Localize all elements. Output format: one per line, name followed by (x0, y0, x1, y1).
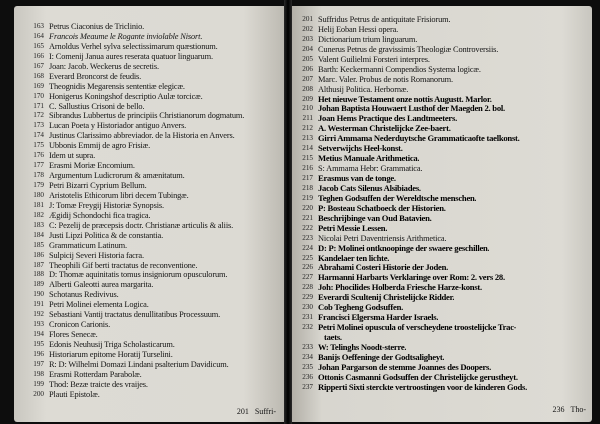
entry-number: 201 (302, 15, 313, 23)
entry-title: Schotanus Redivivus. (49, 290, 119, 300)
entry-number: 234 (302, 352, 313, 361)
entry-title: taets. (324, 333, 342, 342)
entry-title: Erasmus van de tonge. (318, 174, 396, 183)
entry-number: 211 (302, 114, 313, 123)
catalog-entry (28, 261, 278, 271)
catalog-entry (298, 104, 588, 114)
entry-number: 231 (302, 313, 313, 322)
entry-number: 168 (33, 71, 44, 80)
entry-title: Cob Tegheng Godsuffen. (318, 303, 403, 313)
entry-title: Petri Molinei elementa Logica. (49, 300, 149, 310)
entry-number: 167 (33, 61, 44, 70)
entry-number: 237 (302, 382, 313, 391)
entry-number: 222 (302, 223, 313, 232)
entry-title: Theognidis Megarensis sententiæ elegicæ. (49, 81, 185, 91)
catalog-entry (28, 181, 278, 191)
entry-title: Helij Eoban Hessi opera. (318, 24, 399, 34)
catalog-entry (28, 390, 278, 400)
entry-title: J: Tomæ Freygij Historiæ Synopsis. (49, 200, 164, 210)
entry-title: Lucan Poeta y Historiador antiguo Anvers. (49, 121, 187, 131)
entry-title: Abrahami Costeri Historie der Joden. (318, 263, 448, 273)
entry-number: 223 (302, 233, 313, 242)
entry-title: Everard Broncorst de feudis. (49, 71, 142, 81)
catalog-entry (298, 263, 588, 273)
right-page-number: 236 (552, 405, 565, 414)
catalog-entry (28, 330, 278, 340)
entry-title: Historiarum epitome Horatij Turselini. (49, 349, 173, 359)
catalog-entry (298, 114, 588, 124)
entry-title: Arnoldus Verhel sylva selectissimarum quæstionum. (49, 41, 218, 51)
catalog-entry (298, 283, 588, 293)
entry-number: 192 (33, 310, 44, 319)
entry-number: 186 (33, 250, 44, 259)
entry-title: Girri Ammama Nederduytsche Grammaticaofte taelkonst. (318, 134, 520, 144)
entry-number: 164 (33, 31, 44, 40)
entry-number: 218 (302, 183, 313, 192)
catalog-entry (298, 85, 588, 95)
entry-number: 220 (302, 203, 313, 212)
catalog-entry (28, 42, 278, 52)
catalog-entry (28, 300, 278, 310)
catalog-entry (298, 323, 588, 333)
catalog-entry (28, 310, 278, 320)
entry-number: 228 (302, 283, 313, 292)
entry-title: Valent Guilielmi Forsteri interpres. (318, 54, 430, 64)
entry-title: I: Comenij Janua aures reserata quatuor linguarum. (49, 51, 213, 61)
entry-title: Theophili Gif berti tractatus de reconventione. (49, 260, 198, 270)
entry-number: 224 (302, 243, 313, 252)
catalog-entry (298, 144, 588, 154)
catalog-entry (298, 313, 588, 323)
left-page-footer (237, 407, 276, 416)
entry-number: 178 (33, 171, 44, 180)
entry-title: Petri Messie Lessen. (318, 223, 388, 233)
entry-number: 179 (33, 181, 44, 189)
catalog-entry (28, 320, 278, 330)
entry-title: Honigerus Koningshof descriptio Aulæ torcicæ. (49, 91, 203, 101)
entry-number: 219 (302, 193, 313, 202)
catalog-entry (298, 55, 588, 65)
entry-title: Sulpicij Severi Historia facra. (49, 250, 144, 260)
catalog-entry (298, 95, 588, 105)
entry-number: 195 (33, 340, 44, 348)
entry-number: 187 (33, 260, 44, 269)
entry-number: 230 (302, 303, 313, 312)
entry-number: 166 (33, 51, 44, 60)
catalog-entry (28, 221, 278, 231)
catalog-entry (28, 62, 278, 72)
entry-number: 203 (302, 34, 313, 43)
catalog-entry (298, 15, 588, 25)
left-page-number: 201 (236, 407, 249, 416)
catalog-entry (28, 340, 278, 350)
catalog-entry (28, 270, 278, 280)
catalog-entry (298, 184, 588, 194)
entry-title: W: Telinghs Noodt-sterre. (318, 342, 407, 352)
catalog-entry (298, 134, 588, 144)
entry-number: 176 (33, 151, 44, 160)
catalog-entry (28, 102, 278, 112)
catalog-entry (28, 241, 278, 251)
catalog-entry (298, 65, 588, 75)
catalog-entry (28, 350, 278, 360)
catalog-entry (28, 22, 278, 32)
entry-title: Ubbonis Emmij de agro Frisiæ. (49, 141, 151, 151)
entry-number: 200 (33, 389, 44, 398)
entry-title: P: Bosteau Schatboeck der Historien. (318, 203, 446, 213)
entry-number: 163 (33, 22, 44, 30)
entry-number: 208 (302, 84, 313, 93)
entry-title: Metius Manuale Arithmetica. (318, 154, 420, 164)
entry-title: Grammaticum Latinum. (49, 240, 127, 250)
entry-title: Aristotelis Ethicorum libri decem Tubingæ. (49, 190, 189, 200)
entry-title: Argumentum Ludicrorum & amænitatum. (49, 171, 185, 181)
catalog-entry (298, 35, 588, 45)
catalog-entry (28, 131, 278, 141)
entry-number: 180 (33, 190, 44, 199)
right-entry-list (298, 15, 588, 393)
catalog-entry (298, 204, 588, 214)
entry-title: Thod: Bezæ traicte des vraijes. (49, 379, 148, 389)
left-page (14, 6, 284, 422)
entry-number: 205 (302, 54, 313, 63)
left-entry-list (28, 22, 278, 400)
entry-title: Erasmi Moriæ Encomium. (49, 161, 135, 171)
entry-title: A. Westerman Christelijcke Zee-baert. (318, 124, 451, 134)
catalog-entry (298, 174, 588, 184)
entry-number: 181 (33, 200, 44, 209)
entry-number: 193 (33, 320, 44, 329)
entry-number: 210 (302, 104, 313, 113)
entry-title: Edonis Neuhusij Triga Scholasticarum. (49, 340, 175, 349)
right-page-footer (552, 405, 586, 414)
entry-title: Het nieuwe Testament onze nottis Augustt. Marlor. (318, 94, 492, 104)
entry-number: 221 (302, 213, 313, 222)
entry-number: 197 (33, 359, 44, 368)
catalog-entry (28, 151, 278, 161)
entry-title: Justi Lipzi Politica & de constantia. (49, 230, 164, 240)
entry-number: 183 (33, 220, 44, 229)
entry-number: 236 (302, 372, 313, 381)
entry-number: 185 (33, 240, 44, 249)
entry-title: Idem ut supra. (49, 151, 96, 161)
entry-title: Joh: Phocilides Holberda Friesche Harze-konst. (318, 283, 482, 293)
entry-title: Teghen Godsuffen der Wereldtsche menschen. (318, 193, 477, 203)
entry-number: 226 (302, 263, 313, 272)
catalog-entry (298, 25, 588, 35)
entry-title: D: Thomæ aquinitatis tomus insigniorum opusculorum. (49, 270, 228, 280)
entry-title: Setverwijchs Heel-konst. (318, 144, 403, 154)
entry-title: Cronicon Carionis. (49, 320, 111, 330)
entry-number: 198 (33, 369, 44, 378)
entry-title: Petri Bizarri Cyprium Bellum. (49, 181, 147, 190)
entry-title: Flores Senecæ. (49, 330, 98, 340)
entry-title: Harmanni Harbarts Verklaringe over Rom: 2. vers 28. (318, 273, 505, 283)
entry-number: 225 (302, 253, 313, 262)
catalog-entry (298, 164, 588, 174)
entry-number: 173 (33, 121, 44, 130)
entry-number: 217 (302, 174, 313, 182)
catalog-entry (298, 303, 588, 313)
entry-title: Petrus Ciaconius de Triclinio. (49, 22, 145, 31)
catalog-entry (298, 353, 588, 363)
entry-title: Suffridus Petrus de antiquitate Frisiorum. (318, 15, 451, 24)
catalog-entry (28, 111, 278, 121)
entry-title: Althusij Politica. Herbornæ. (318, 84, 409, 94)
entry-number: 213 (302, 134, 313, 143)
entry-number: 196 (33, 349, 44, 358)
entry-title: Justinus Clarissimo abbreviador. de la Historia en Anvers. (49, 131, 235, 141)
catalog-entry (28, 280, 278, 290)
entry-title: Everardi Scultenij Christelijcke Ridder. (318, 293, 455, 303)
entry-number: 232 (302, 323, 313, 332)
entry-title: Joan: Jacob. Weckerus de secretis. (49, 61, 159, 71)
entry-number: 190 (33, 290, 44, 299)
catalog-entry (298, 383, 588, 393)
entry-title: Ægidij Schondochi fica tragica. (49, 210, 151, 220)
entry-number: 182 (33, 210, 44, 219)
entry-number: 177 (33, 161, 44, 170)
entry-title: Marc. Valer. Probus de notis Romanorum. (318, 74, 453, 84)
catalog-entry (28, 141, 278, 151)
entry-title: Beschrijbinge van Oud Batavien. (318, 213, 432, 223)
entry-title: Alberti Galeotti aurea margarita. (49, 280, 154, 290)
entry-number: 233 (302, 342, 313, 351)
entry-number: 194 (33, 330, 44, 339)
catalog-entry (28, 72, 278, 82)
catalog-entry (298, 333, 588, 343)
catalog-entry (298, 45, 588, 55)
catalog-entry (298, 363, 588, 373)
catalog-entry (28, 121, 278, 131)
catalog-entry (28, 370, 278, 380)
entry-number: 204 (302, 44, 313, 53)
entry-title: Sebastiani Vantij tractatus denullitatibus Processuum. (49, 310, 221, 320)
entry-title: R: D: Wilhelmi Domazi Lindani psalterium Davidicum. (49, 359, 229, 369)
catalog-entry (298, 293, 588, 303)
catalog-entry (298, 124, 588, 134)
entry-title: Kandelaer ten lichte. (318, 253, 390, 263)
entry-number: 227 (302, 273, 313, 282)
catalog-entry (28, 231, 278, 241)
entry-number: 191 (33, 300, 44, 309)
entry-title: Plauti Epistolæ. (49, 389, 100, 399)
catalog-entry (28, 171, 278, 181)
entry-number: 171 (33, 101, 44, 110)
catalog-entry (298, 343, 588, 353)
catalog-entry (28, 201, 278, 211)
catalog-entry (28, 251, 278, 261)
entry-title: Nicolai Petri Daventriensis Arithmetica. (318, 233, 447, 243)
catalog-entry (298, 194, 588, 204)
entry-number: 170 (33, 91, 44, 100)
catalog-entry (28, 52, 278, 62)
catalog-entry (298, 234, 588, 244)
entry-title: S: Ammama Hebr: Grammatica. (318, 164, 423, 174)
entry-number: 189 (33, 280, 44, 289)
entry-title: Cunerus Petrus de gravissimis Theologiæ Controversiis. (318, 44, 499, 54)
catalog-entry (298, 244, 588, 254)
entry-number: 202 (302, 24, 313, 33)
catalog-entry (28, 161, 278, 171)
entry-number: 216 (302, 164, 313, 173)
entry-title: C: Pezelij de præcepsis doctr. Christianæ articulis & aliis. (49, 220, 234, 230)
entry-title: Francois Meaume le Rogante inviolable Nisort. (49, 31, 203, 41)
entry-title: C. Sallustius Crisoni de bello. (49, 101, 145, 111)
right-catchword: Tho- (570, 405, 586, 414)
entry-number: 169 (33, 81, 44, 90)
entry-number: 214 (302, 144, 313, 153)
entry-title: Dictionarium trium linguarum. (318, 34, 418, 44)
entry-title: Petri Molinei opuscula of verscheydene troostelijcke Trac- (318, 323, 517, 333)
catalog-entry (28, 191, 278, 201)
catalog-entry (298, 214, 588, 224)
catalog-entry (298, 224, 588, 234)
catalog-entry (298, 373, 588, 383)
catalog-entry (28, 32, 278, 42)
entry-number: 199 (33, 379, 44, 388)
entry-number: 188 (33, 270, 44, 279)
entry-number: 209 (302, 94, 313, 103)
catalog-entry (298, 254, 588, 264)
catalog-entry (28, 211, 278, 221)
entry-number: 175 (33, 141, 44, 150)
entry-title: Barth: Keckermanni Compendios Systema logicæ. (318, 64, 481, 74)
entry-title: Francisci Elgersma Harder Israels. (318, 313, 439, 323)
entry-title: Erasmi Rotterdam Parabolæ. (49, 369, 142, 379)
catalog-entry (298, 273, 588, 283)
entry-title: Johan Pargarson de stemme Joannes des Doopers. (318, 362, 492, 372)
entry-title: D: P: Molinei ontknoopinge der swaere geschillen. (318, 243, 490, 253)
book-gutter (284, 0, 292, 424)
entry-title: Banijs Oeffeninge der Godtsaligheyt. (318, 352, 445, 362)
entry-title: Johan Baptista Houwaert Lusthof der Maegden 2. bol. (318, 104, 505, 114)
entry-number: 206 (302, 64, 313, 73)
entry-number: 215 (302, 154, 313, 163)
entry-title: Sibrandus Lubbertus de principiis Christianorum dogmatum. (49, 111, 245, 121)
right-page (292, 6, 592, 422)
catalog-entry (28, 82, 278, 92)
entry-number: 184 (33, 230, 44, 239)
entry-title: Joan Hems Practique des Landtmeeters. (318, 114, 457, 124)
entry-number: 174 (33, 131, 44, 140)
left-catchword: Suffri- (254, 407, 276, 416)
catalog-entry (298, 75, 588, 85)
catalog-entry (28, 360, 278, 370)
catalog-entry (28, 290, 278, 300)
entry-number: 212 (302, 124, 313, 133)
catalog-entry (298, 154, 588, 164)
entry-number: 229 (302, 293, 313, 302)
entry-title: Ottonis Casmanni Godsuffen der Christelijcke gerustheyt. (318, 372, 518, 382)
catalog-entry (28, 380, 278, 390)
entry-number: 165 (33, 41, 44, 50)
entry-title: Jacob Cats Silenus Alsibiades. (318, 183, 421, 193)
entry-number: 207 (302, 74, 313, 83)
entry-number: 235 (302, 362, 313, 371)
entry-number: 172 (33, 111, 44, 120)
entry-number (298, 333, 318, 343)
catalog-entry (28, 92, 278, 102)
entry-title: Ripperti Sixti sterckte vertroostingen voor de kinderen Gods. (318, 382, 527, 392)
